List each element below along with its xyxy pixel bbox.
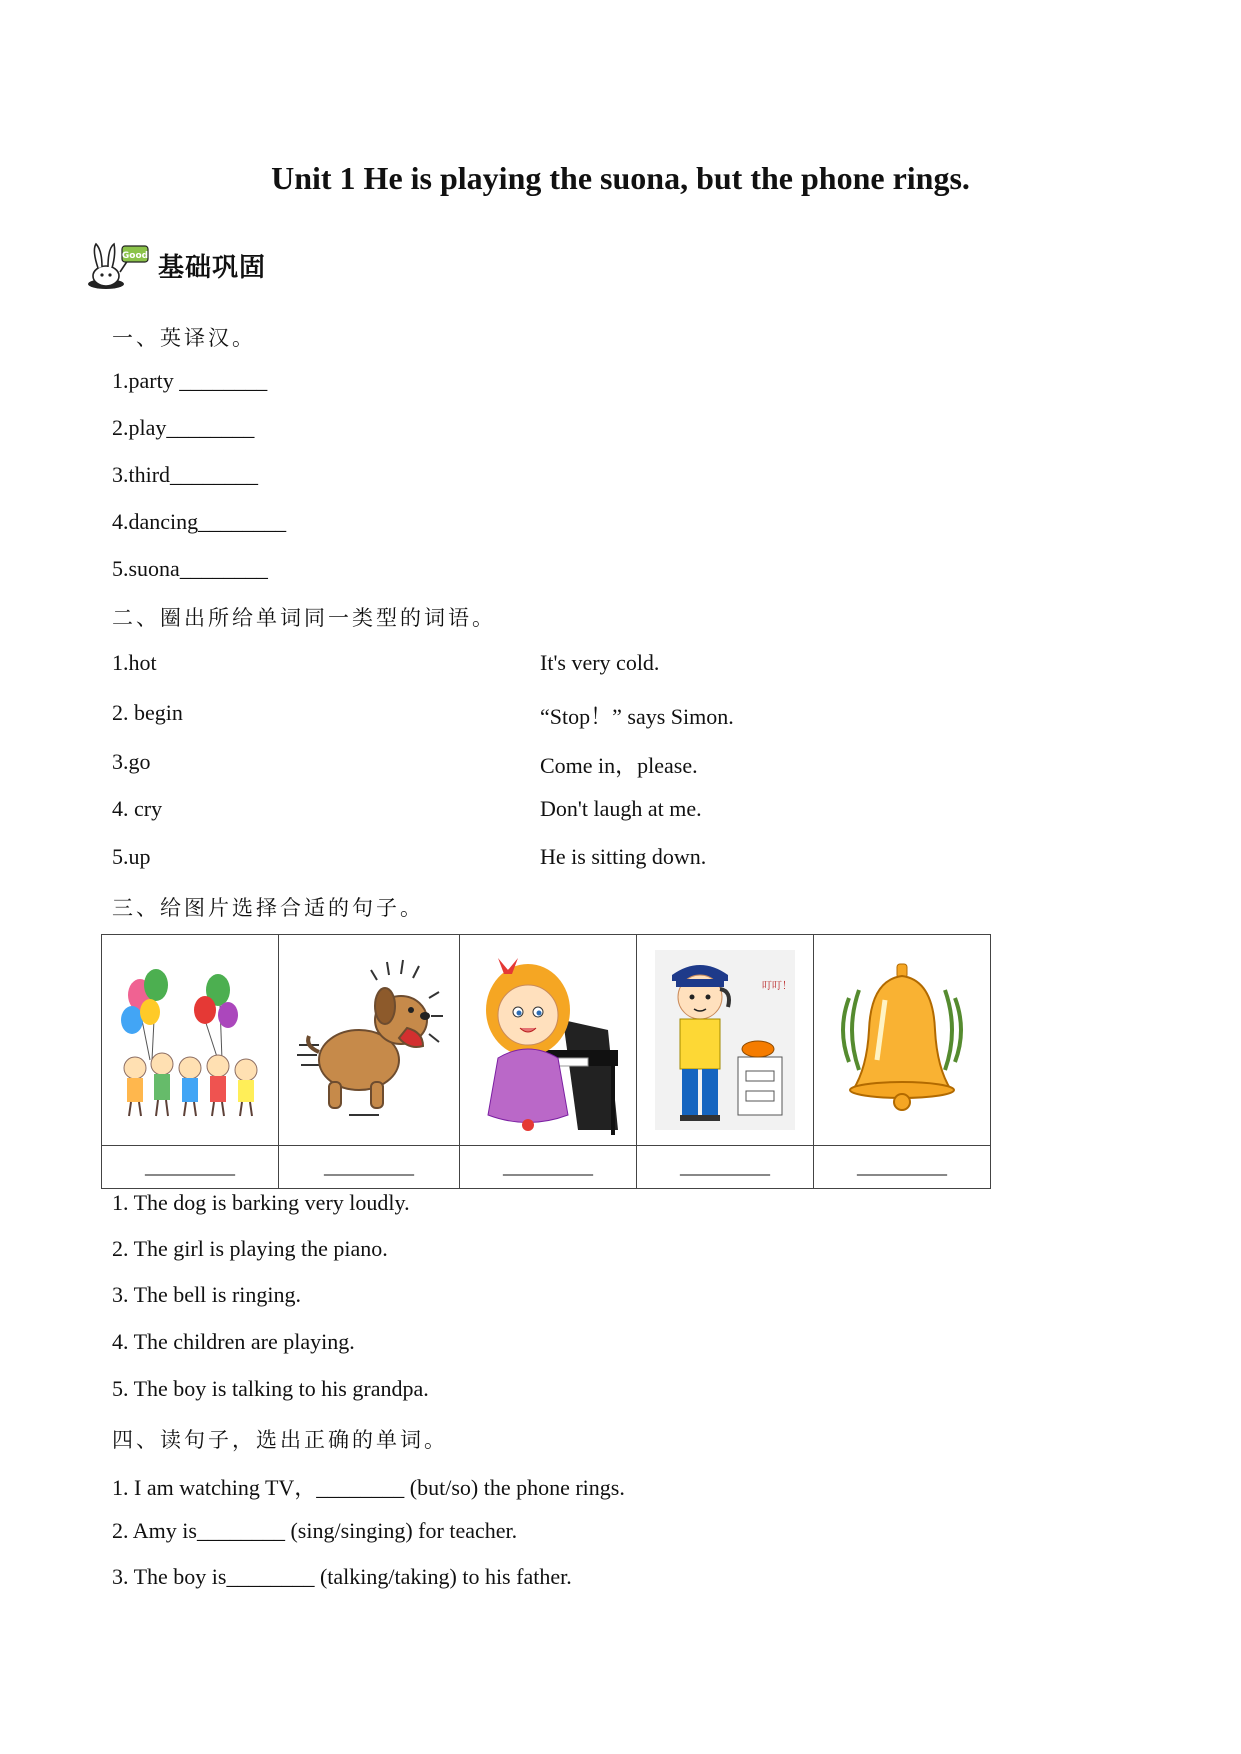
picture-cell [637,935,814,1146]
rabbit-sign-text: Good [121,251,149,261]
part1-item: 4.dancing________ [112,509,287,534]
part3-heading: 三、给图片选择合适的句子。 [112,896,424,920]
part2-sentence: “Stop！” says Simon. [540,704,734,729]
part1-item: 2.play________ [112,415,255,440]
part2-word: 4. cry [112,796,163,821]
rabbit-icon [86,240,150,290]
answer-blank[interactable]: _________ [279,1146,460,1189]
part2-word: 3.go [112,749,151,774]
part4-sentence: 2. Amy is________ (sing/singing) for teacher. [112,1518,518,1543]
part1-item: 1.party ________ [112,368,268,393]
part4-heading: 四、读句子，选出正确的单词。 [112,1428,448,1452]
part1-item: 5.suona________ [112,556,268,581]
answer-blank[interactable]: _________ [102,1146,279,1189]
part3-sentence: 4. The children are playing. [112,1329,355,1354]
barking-dog-image [289,950,449,1130]
part2-sentence: Come in，please. [540,753,698,778]
part3-sentence: 3. The bell is ringing. [112,1282,302,1307]
children-balloons-image [110,950,270,1130]
part4-sentence: 1. I am watching TV，________ (but/so) the phone rings. [112,1475,625,1500]
section-header [86,240,266,290]
answer-blank[interactable]: _________ [637,1146,814,1189]
answer-blank[interactable]: _________ [814,1146,991,1189]
picture-table [101,934,991,1189]
part3-sentence: 1. The dog is barking very loudly. [112,1190,410,1215]
part2-sentence: He is sitting down. [540,844,707,869]
ringing-bell-image [827,950,977,1130]
picture-cell [460,935,637,1146]
part1-item: 3.third________ [112,462,259,487]
part3-sentence: 2. The girl is playing the piano. [112,1236,388,1261]
phone-ring-text: 叮叮！ [762,981,792,992]
part2-word: 1.hot [112,650,157,675]
part2-word: 2. begin [112,700,183,725]
picture-cell [814,935,991,1146]
part2-sentence: It's very cold. [540,650,660,675]
picture-cell [279,935,460,1146]
girl-piano-image [468,940,628,1140]
part3-sentence: 5. The boy is talking to his grandpa. [112,1376,429,1401]
part2-word: 5.up [112,844,151,869]
page-title: Unit 1 He is playing the suona, but the phone rings. [271,160,970,196]
part4-sentence: 3. The boy is________ (talking/taking) to his father. [112,1564,572,1589]
answer-blank[interactable]: _________ [460,1146,637,1189]
boy-phone-image [650,945,800,1135]
part2-sentence: Don't laugh at me. [540,796,702,821]
part1-heading: 一、英译汉。 [112,326,256,350]
section-label: 基础巩固 [158,252,267,283]
part2-heading: 二、圈出所给单词同一类型的词语。 [112,606,496,630]
picture-cell [102,935,279,1146]
